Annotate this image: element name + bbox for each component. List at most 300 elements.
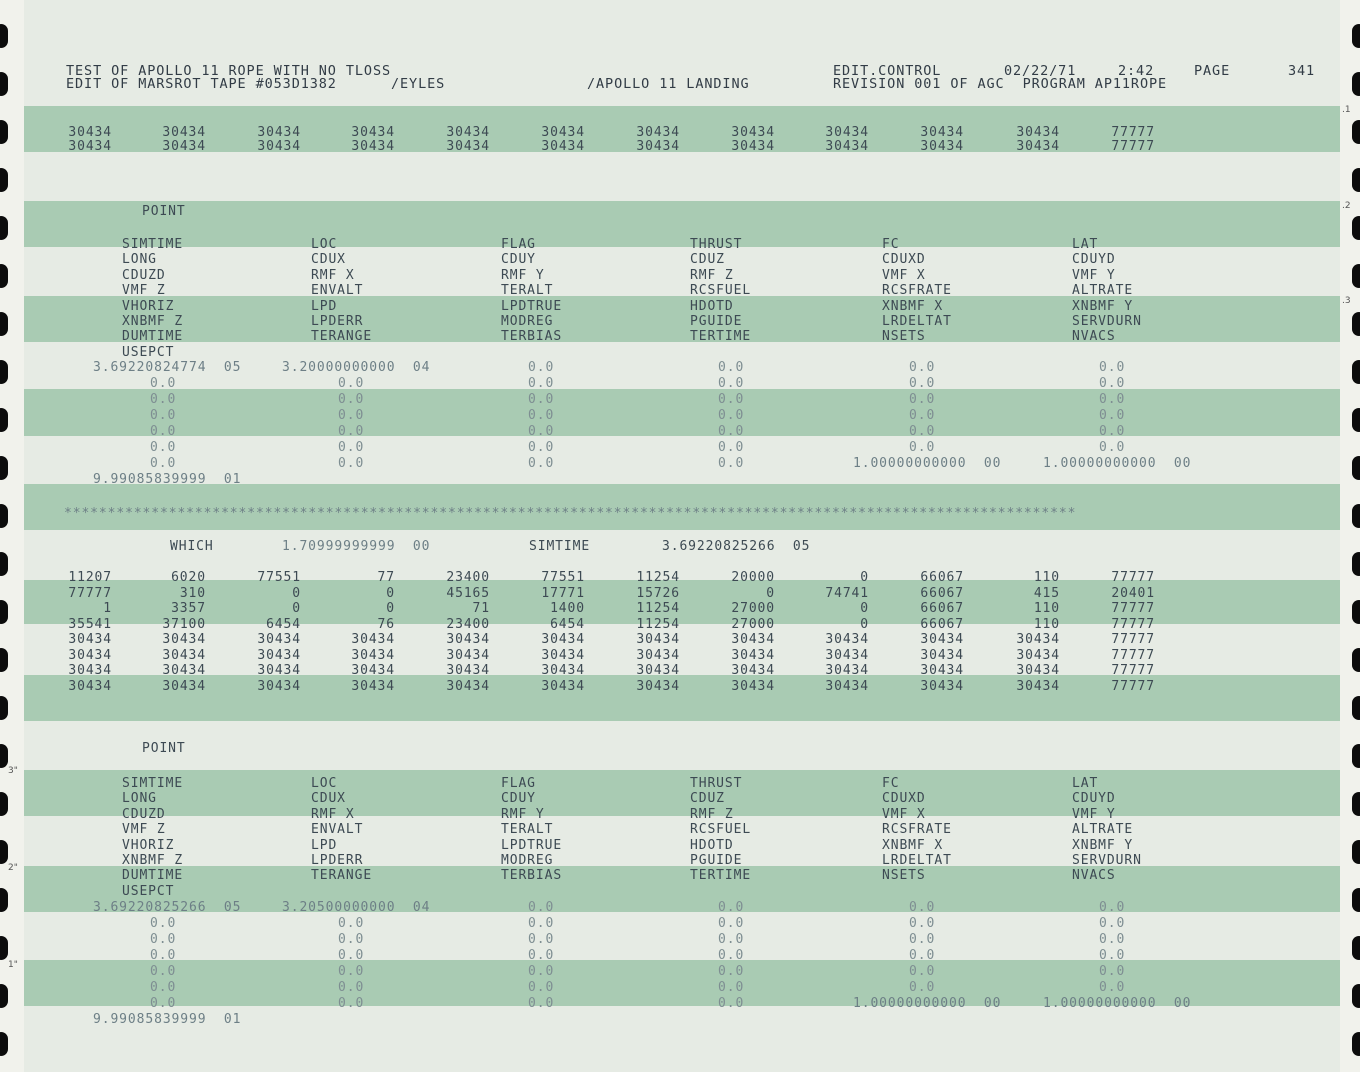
field-name: VMF Y — [1072, 267, 1116, 283]
dump-cell: 6454 — [550, 616, 585, 632]
dump-cell: 30434 — [162, 663, 206, 678]
tractor-hole — [0, 312, 8, 336]
tractor-hole — [0, 168, 8, 192]
margin-mark: .2 — [1342, 201, 1351, 211]
dump-cell: 30434 — [636, 632, 680, 647]
point1-value: 0.0 — [338, 456, 365, 471]
dump-cell: 77777 — [1111, 616, 1155, 632]
field-name: LPDTRUE — [501, 298, 563, 314]
tractor-hole — [1352, 696, 1360, 720]
field-name: XNBMF Z — [122, 853, 184, 868]
tractor-hole — [1352, 840, 1360, 864]
margin-mark: .3 — [1342, 296, 1351, 306]
dump-cell: 0 — [860, 601, 869, 616]
dump-cell: 23400 — [446, 616, 490, 632]
field-name: TERALT — [501, 822, 554, 838]
field-name: RCSFRATE — [882, 822, 952, 838]
field-name: XNBMF Y — [1072, 298, 1134, 314]
tractor-hole — [1352, 120, 1360, 144]
dump-cell: 20000 — [731, 570, 775, 585]
dump-cell: 30434 — [351, 632, 395, 647]
tractor-hole — [1352, 504, 1360, 528]
field-name: NVACS — [1072, 868, 1116, 884]
tractor-hole — [0, 936, 8, 960]
dump-cell: 0 — [860, 616, 869, 632]
dump-cell: 30434 — [731, 663, 775, 678]
point2-value: 0.0 — [1099, 964, 1126, 979]
margin-mark: 1" — [8, 960, 18, 970]
dump-cell: 30434 — [920, 632, 964, 647]
dump-cell: 0 — [292, 601, 301, 616]
field-name: USEPCT — [122, 344, 175, 360]
dump-cell: 77777 — [1111, 139, 1155, 154]
dump-cell: 30434 — [162, 632, 206, 647]
dump-cell: 6454 — [266, 616, 301, 632]
point1-value: 3.69220824774 05 — [93, 360, 242, 375]
which-simtime-value: 3.69220825266 05 — [662, 539, 811, 554]
tractor-hole — [0, 792, 8, 816]
dump-cell: 20401 — [1111, 585, 1155, 601]
dump-cell: 15726 — [636, 585, 680, 601]
dump-cell: 30434 — [162, 139, 206, 154]
margin-mark: .1 — [1342, 105, 1351, 115]
point1-value: 1.00000000000 00 — [853, 456, 1002, 471]
tractor-hole — [0, 840, 8, 864]
field-name: VMF Z — [122, 822, 166, 838]
dump-cell: 30434 — [446, 678, 490, 694]
dump-cell: 30434 — [162, 678, 206, 694]
point2-value: 0.0 — [338, 980, 365, 995]
field-name: LRDELTAT — [882, 853, 952, 868]
field-name: LAT — [1072, 237, 1099, 252]
field-name: LRDELTAT — [882, 314, 952, 329]
dump-cell: 30434 — [825, 125, 869, 140]
header-date: 02/22/71 — [1004, 63, 1077, 79]
point2-value: 0.0 — [1099, 980, 1126, 995]
point2-value: 0.0 — [150, 980, 177, 995]
dump-cell: 30434 — [162, 647, 206, 663]
field-name: CDUX — [311, 791, 346, 807]
field-name: THRUST — [690, 237, 743, 252]
dump-cell: 27000 — [731, 616, 775, 632]
dump-cell: 27000 — [731, 601, 775, 616]
dump-cell: 310 — [179, 585, 206, 601]
dump-cell: 30434 — [920, 125, 964, 140]
dump-cell: 77551 — [541, 570, 585, 585]
field-name: DUMTIME — [122, 329, 184, 345]
field-name: LPDERR — [311, 853, 364, 868]
field-name: LOC — [311, 776, 338, 791]
dump-cell: 0 — [860, 570, 869, 585]
point1-value: 0.0 — [338, 424, 365, 439]
dump-cell: 30434 — [731, 632, 775, 647]
point2-value: 0.0 — [1099, 932, 1126, 947]
dump-cell: 30434 — [731, 678, 775, 694]
tractor-hole — [0, 408, 8, 432]
point1-value: 0.0 — [150, 456, 177, 471]
point1-value: 0.0 — [909, 408, 936, 423]
dump-cell: 3357 — [171, 601, 206, 616]
point1-value: 0.0 — [1099, 424, 1126, 439]
point1-value: 0.0 — [150, 424, 177, 439]
point2-value: 0.0 — [150, 948, 177, 963]
dump-cell: 30434 — [920, 678, 964, 694]
point2-value: 0.0 — [528, 980, 555, 995]
field-name: FC — [882, 776, 900, 791]
header-time: 2:42 — [1118, 63, 1155, 79]
dump-cell: 30434 — [920, 647, 964, 663]
field-name: RMF Z — [690, 267, 734, 283]
dump-cell: 77 — [377, 570, 395, 585]
tractor-hole — [1352, 792, 1360, 816]
header-edit-control: EDIT.CONTROL — [833, 63, 942, 79]
field-name: FC — [882, 237, 900, 252]
point-label: POINT — [142, 204, 186, 219]
point2-value: 3.69220825266 05 — [93, 900, 242, 915]
field-name: PGUIDE — [690, 314, 743, 329]
tractor-hole — [1352, 168, 1360, 192]
point2-value: 0.0 — [338, 916, 365, 931]
dump-cell: 30434 — [825, 678, 869, 694]
dump-cell: 30434 — [1016, 663, 1060, 678]
dump-cell: 66067 — [920, 570, 964, 585]
point1-value: 0.0 — [528, 424, 555, 439]
dump-cell: 30434 — [351, 125, 395, 140]
dump-cell: 110 — [1033, 616, 1060, 632]
dump-cell: 1400 — [550, 601, 585, 616]
point2-value: 0.0 — [909, 948, 936, 963]
dump-cell: 30434 — [636, 139, 680, 154]
point2-value: 0.0 — [718, 948, 745, 963]
which-simtime-label: SIMTIME — [529, 539, 591, 554]
dump-cell: 30434 — [351, 647, 395, 663]
field-name: XNBMF X — [882, 298, 944, 314]
field-name: SERVDURN — [1072, 853, 1142, 868]
dump-cell: 30434 — [825, 647, 869, 663]
dump-cell: 30434 — [446, 139, 490, 154]
dump-cell: 1 — [103, 601, 112, 616]
tractor-hole — [0, 72, 8, 96]
field-name: USEPCT — [122, 883, 175, 899]
dump-cell: 30434 — [446, 125, 490, 140]
point2-value: 0.0 — [528, 948, 555, 963]
field-name: CDUYD — [1072, 791, 1116, 807]
field-name: LPD — [311, 837, 338, 853]
tractor-hole — [1352, 360, 1360, 384]
field-name: CDUZD — [122, 267, 166, 283]
field-name: ALTRATE — [1072, 283, 1134, 299]
field-name: LAT — [1072, 776, 1099, 791]
dump-cell: 35541 — [68, 616, 112, 632]
field-name: CDUZD — [122, 806, 166, 822]
tractor-hole — [1352, 264, 1360, 288]
point-label: POINT — [142, 741, 186, 756]
tractor-hole — [0, 24, 8, 48]
field-name: TERBIAS — [501, 868, 563, 884]
field-name: LOC — [311, 237, 338, 252]
dump-cell: 30434 — [825, 139, 869, 154]
field-name: TERBIAS — [501, 329, 563, 345]
dump-cell: 110 — [1033, 570, 1060, 585]
point1-value: 1.00000000000 00 — [1043, 456, 1192, 471]
dump-cell: 30434 — [351, 139, 395, 154]
dump-cell: 30434 — [68, 125, 112, 140]
which-label: WHICH — [170, 539, 214, 554]
point1-value: 0.0 — [1099, 392, 1126, 407]
point2-value: 0.0 — [909, 900, 936, 915]
point2-value: 0.0 — [528, 900, 555, 915]
dump-cell: 30434 — [541, 632, 585, 647]
dump-cell: 30434 — [446, 663, 490, 678]
tractor-hole — [0, 696, 8, 720]
dump-cell: 23400 — [446, 570, 490, 585]
field-name: RCSFRATE — [882, 283, 952, 299]
field-name: NVACS — [1072, 329, 1116, 345]
point2-value: 0.0 — [528, 996, 555, 1011]
tractor-hole — [0, 888, 8, 912]
point1-value: 0.0 — [338, 392, 365, 407]
field-name: ENVALT — [311, 283, 364, 299]
dump-cell: 30434 — [68, 663, 112, 678]
dump-cell: 71 — [472, 601, 490, 616]
point2-value: 0.0 — [150, 932, 177, 947]
dump-cell: 415 — [1033, 585, 1060, 601]
point1-value: 3.20000000000 04 — [282, 360, 431, 375]
separator-line: ******************************************************************************************************************** — [64, 506, 1077, 521]
dump-cell: 30434 — [825, 632, 869, 647]
field-name: NSETS — [882, 868, 926, 884]
dump-cell: 77777 — [1111, 678, 1155, 694]
point2-value: 0.0 — [909, 916, 936, 931]
tractor-hole — [1352, 1032, 1360, 1056]
greenbar-band — [24, 770, 1340, 816]
point2-value: 0.0 — [338, 948, 365, 963]
field-name: XNBMF X — [882, 837, 944, 853]
dump-cell: 30434 — [68, 678, 112, 694]
point2-value: 0.0 — [528, 932, 555, 947]
field-name: FLAG — [501, 237, 536, 252]
point2-value: 1.00000000000 00 — [1043, 996, 1192, 1011]
point1-value: 0.0 — [909, 440, 936, 455]
tractor-hole — [1352, 936, 1360, 960]
greenbar-band — [24, 389, 1340, 436]
dump-cell: 77777 — [1111, 601, 1155, 616]
tractor-hole — [1352, 600, 1360, 624]
point1-value: 0.0 — [150, 408, 177, 423]
tractor-hole — [1352, 984, 1360, 1008]
dump-cell: 66067 — [920, 585, 964, 601]
dump-cell: 30434 — [1016, 678, 1060, 694]
dump-cell: 30434 — [68, 632, 112, 647]
point2-value: 3.20500000000 04 — [282, 900, 431, 915]
point1-value: 0.0 — [1099, 408, 1126, 423]
point1-value: 0.0 — [150, 376, 177, 391]
point1-value: 0.0 — [909, 392, 936, 407]
tractor-hole — [0, 264, 8, 288]
point2-value: 0.0 — [150, 964, 177, 979]
field-name: XNBMF Y — [1072, 837, 1134, 853]
field-name: XNBMF Z — [122, 314, 184, 329]
field-name: CDUYD — [1072, 252, 1116, 268]
header-page-number: 341 — [1288, 63, 1316, 79]
dump-cell: 11254 — [636, 570, 680, 585]
point2-value: 0.0 — [1099, 916, 1126, 931]
field-name: CDUXD — [882, 252, 926, 268]
dump-cell: 6020 — [171, 570, 206, 585]
point2-value: 0.0 — [718, 996, 745, 1011]
dump-cell: 30434 — [162, 125, 206, 140]
point1-value: 0.0 — [909, 360, 936, 375]
field-name: CDUX — [311, 252, 346, 268]
dump-cell: 66067 — [920, 616, 964, 632]
field-name: SIMTIME — [122, 776, 184, 791]
field-name: TERTIME — [690, 868, 752, 884]
header-page-label: PAGE — [1194, 63, 1231, 79]
point1-value: 0.0 — [718, 424, 745, 439]
field-name: RMF X — [311, 806, 355, 822]
point2-value: 0.0 — [718, 900, 745, 915]
tractor-hole — [0, 744, 8, 768]
point2-value: 0.0 — [338, 932, 365, 947]
point1-value: 0.0 — [718, 376, 745, 391]
dump-cell: 30434 — [257, 139, 301, 154]
field-name: ALTRATE — [1072, 822, 1134, 838]
point1-value: 0.0 — [528, 392, 555, 407]
point2-value: 0.0 — [909, 964, 936, 979]
dump-cell: 45165 — [446, 585, 490, 601]
field-name: VMF Z — [122, 283, 166, 299]
field-name: CDUY — [501, 252, 536, 268]
field-name: LPDERR — [311, 314, 364, 329]
dump-cell: 30434 — [257, 125, 301, 140]
field-name: FLAG — [501, 776, 536, 791]
tractor-hole — [1352, 216, 1360, 240]
tractor-hole — [1352, 24, 1360, 48]
dump-cell: 30434 — [446, 632, 490, 647]
header-revision: REVISION 001 OF AGC PROGRAM AP11ROPE — [833, 76, 1168, 92]
field-name: RMF Y — [501, 806, 545, 822]
field-name: VMF X — [882, 806, 926, 822]
point2-value: 0.0 — [1099, 948, 1126, 963]
point1-value: 0.0 — [528, 376, 555, 391]
dump-cell: 30434 — [68, 647, 112, 663]
dump-cell: 30434 — [1016, 647, 1060, 663]
point2-value: 0.0 — [1099, 900, 1126, 915]
tractor-hole — [1352, 648, 1360, 672]
dump-cell: 30434 — [1016, 125, 1060, 140]
point2-value: 0.0 — [528, 964, 555, 979]
tractor-hole — [0, 504, 8, 528]
field-name: VMF Y — [1072, 806, 1116, 822]
point2-value: 0.0 — [150, 996, 177, 1011]
dump-cell: 30434 — [541, 678, 585, 694]
tractor-hole — [1352, 72, 1360, 96]
field-name: PGUIDE — [690, 853, 743, 868]
field-name: ENVALT — [311, 822, 364, 838]
field-name: LONG — [122, 252, 157, 268]
point1-value: 0.0 — [909, 424, 936, 439]
dump-cell: 30434 — [825, 663, 869, 678]
field-name: TERANGE — [311, 868, 373, 884]
tractor-hole — [1352, 312, 1360, 336]
point1-value: 0.0 — [338, 376, 365, 391]
field-name: SIMTIME — [122, 237, 184, 252]
dump-cell: 30434 — [541, 647, 585, 663]
dump-cell: 30434 — [351, 678, 395, 694]
point2-value: 0.0 — [718, 932, 745, 947]
dump-cell: 0 — [386, 585, 395, 601]
field-name: VMF X — [882, 267, 926, 283]
field-name: RCSFUEL — [690, 283, 752, 299]
dump-cell: 30434 — [920, 139, 964, 154]
usepct-value: 9.99085839999 01 — [93, 1012, 242, 1027]
field-name: HDOTD — [690, 837, 734, 853]
point1-value: 0.0 — [718, 440, 745, 455]
field-name: RCSFUEL — [690, 822, 752, 838]
dump-cell: 30434 — [731, 139, 775, 154]
field-name: CDUZ — [690, 791, 725, 807]
point2-value: 0.0 — [718, 964, 745, 979]
tractor-hole — [1352, 552, 1360, 576]
point2-value: 0.0 — [528, 916, 555, 931]
dump-cell: 0 — [386, 601, 395, 616]
field-name: MODREG — [501, 314, 554, 329]
header-subtitle: EDIT OF MARSROT TAPE #053D1382 /EYLES — [66, 76, 446, 92]
greenbar-band — [24, 201, 1340, 247]
point1-value: 0.0 — [718, 456, 745, 471]
field-name: RMF Y — [501, 267, 545, 283]
dump-cell: 30434 — [257, 663, 301, 678]
dump-cell: 30434 — [257, 632, 301, 647]
point1-value: 0.0 — [528, 440, 555, 455]
dump-cell: 30434 — [636, 647, 680, 663]
dump-cell: 77777 — [1111, 125, 1155, 140]
dump-cell: 30434 — [446, 647, 490, 663]
point2-value: 0.0 — [338, 996, 365, 1011]
field-name: VHORIZ — [122, 298, 175, 314]
point1-value: 0.0 — [1099, 440, 1126, 455]
field-name: LPDTRUE — [501, 837, 563, 853]
dump-cell: 30434 — [541, 139, 585, 154]
field-name: SERVDURN — [1072, 314, 1142, 329]
field-name: CDUZ — [690, 252, 725, 268]
field-name: LPD — [311, 298, 338, 314]
dump-cell: 76 — [377, 616, 395, 632]
dump-cell: 30434 — [636, 678, 680, 694]
greenbar-band — [24, 296, 1340, 345]
field-name: DUMTIME — [122, 868, 184, 884]
field-name: THRUST — [690, 776, 743, 791]
dump-cell: 11254 — [636, 616, 680, 632]
field-name: NSETS — [882, 329, 926, 345]
usepct-value: 9.99085839999 01 — [93, 472, 242, 487]
dump-cell: 30434 — [1016, 139, 1060, 154]
point2-value: 0.0 — [718, 980, 745, 995]
point1-value: 0.0 — [718, 360, 745, 375]
dump-cell: 66067 — [920, 601, 964, 616]
dump-cell: 30434 — [541, 125, 585, 140]
dump-cell: 0 — [766, 585, 775, 601]
dump-cell: 30434 — [68, 139, 112, 154]
tractor-hole — [1352, 456, 1360, 480]
point2-value: 0.0 — [909, 932, 936, 947]
dump-cell: 77777 — [1111, 663, 1155, 678]
dump-cell: 30434 — [731, 125, 775, 140]
dump-cell: 110 — [1033, 601, 1060, 616]
margin-mark: 3" — [8, 766, 18, 776]
point1-value: 0.0 — [150, 392, 177, 407]
dump-cell: 30434 — [1016, 632, 1060, 647]
